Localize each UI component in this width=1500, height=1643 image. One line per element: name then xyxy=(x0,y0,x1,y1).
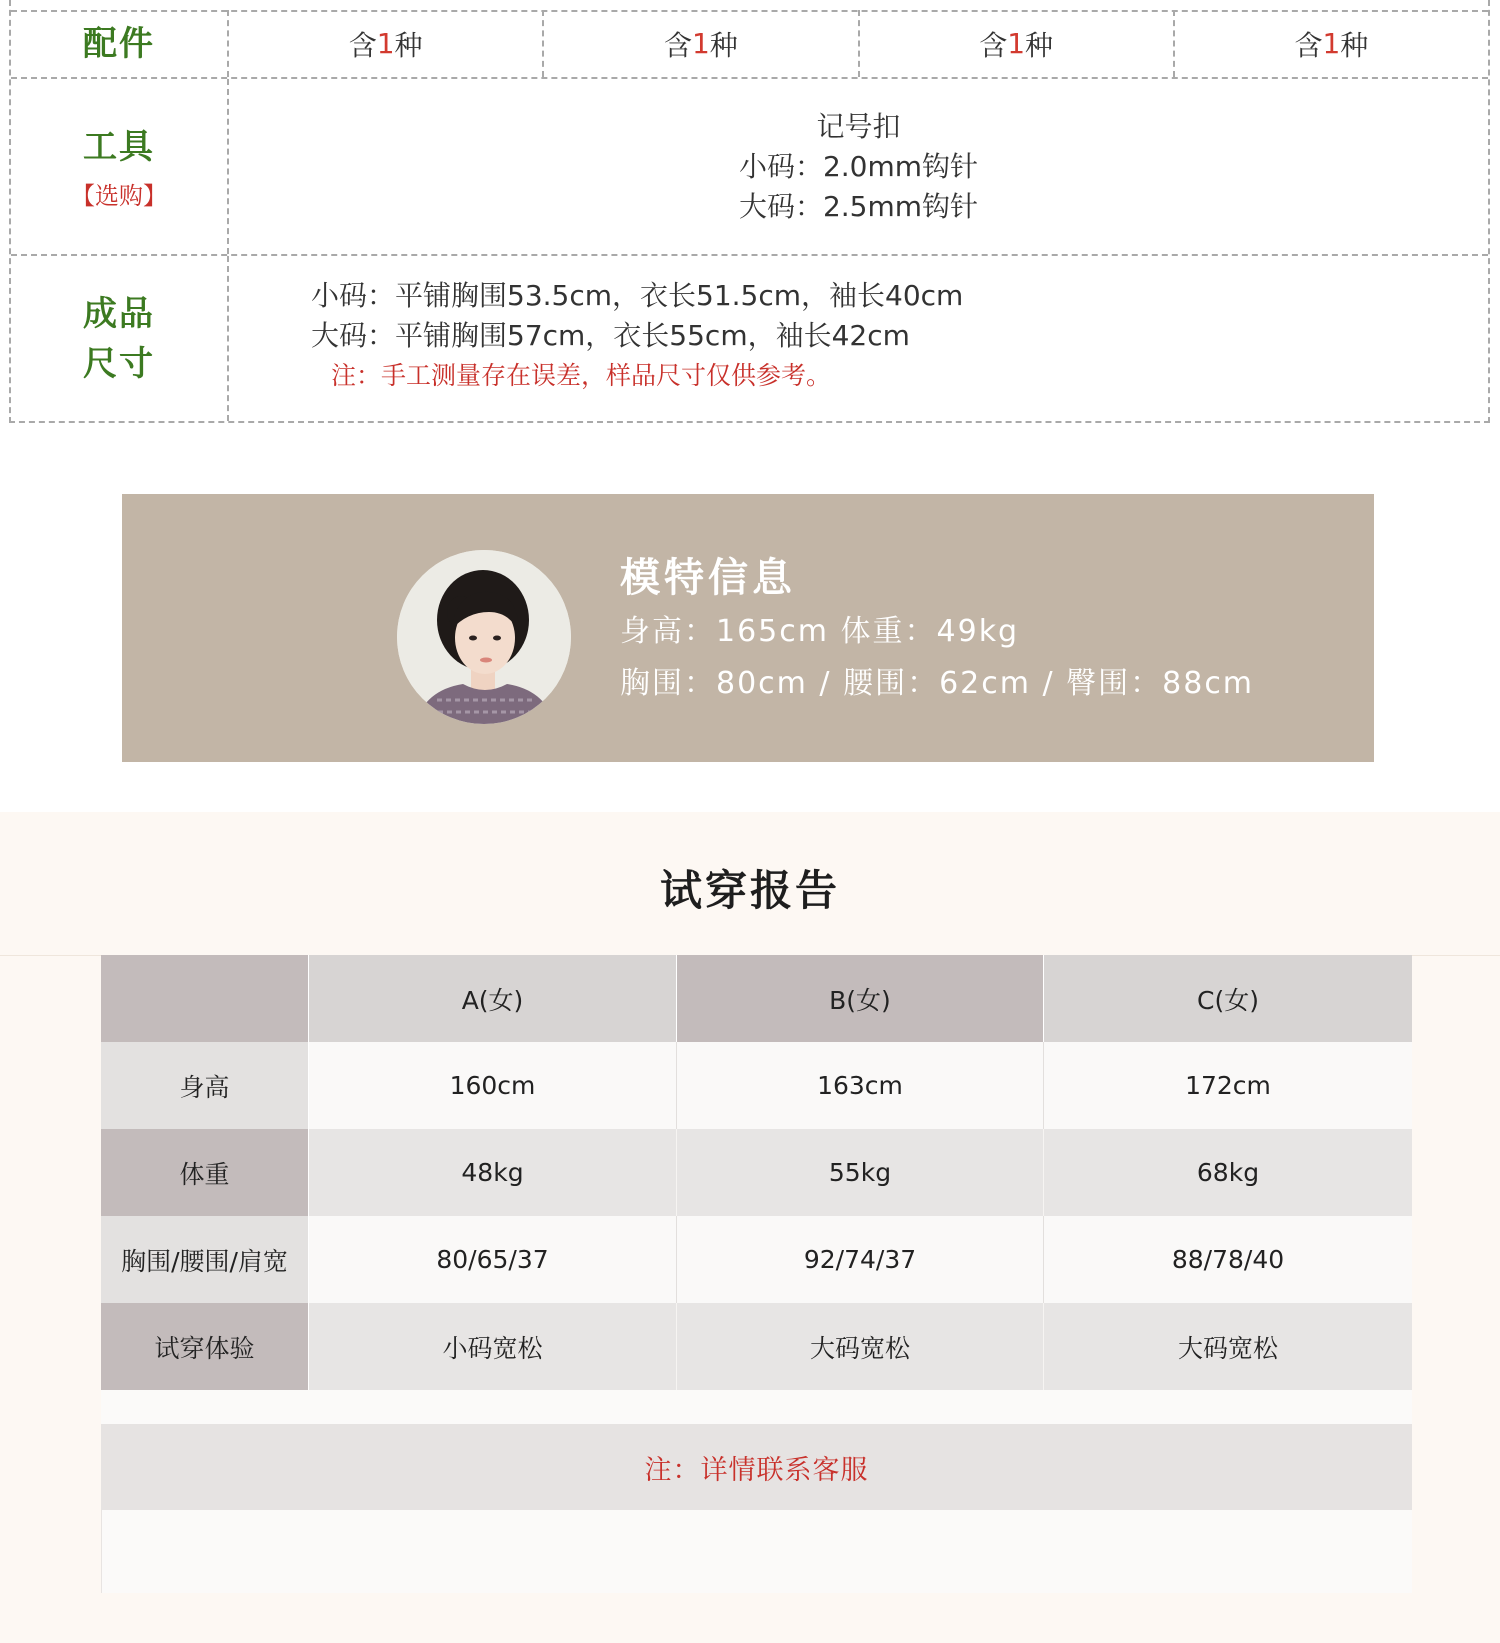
size-large: 大码：平铺胸围57cm，衣长55cm，袖长42cm xyxy=(311,319,910,352)
model-portrait-icon xyxy=(397,550,571,724)
table-row xyxy=(101,1042,1412,1129)
header-cell-b: B(女) xyxy=(677,955,1044,1042)
size-label-cell xyxy=(11,256,229,421)
table-cell: 163cm xyxy=(677,1042,1044,1129)
row-label: 身高 xyxy=(101,1042,309,1129)
size-note: 注：手工测量存在误差，样品尺寸仅供参考。 xyxy=(331,361,832,390)
table-cell: 160cm xyxy=(309,1042,677,1129)
accessory-cell xyxy=(229,10,544,77)
accessory-count: 1 xyxy=(691,27,710,60)
accessory-cell xyxy=(1175,10,1488,77)
table-cell: 小码宽松 xyxy=(309,1303,677,1390)
accessories-label-cell xyxy=(11,10,229,77)
table-cell: 大码宽松 xyxy=(1044,1303,1412,1390)
accessories-row xyxy=(11,10,1488,79)
table-cell: 172cm xyxy=(1044,1042,1412,1129)
row-label: 体重 xyxy=(101,1129,309,1216)
tools-optional-label: 【选购】 xyxy=(71,182,167,210)
finished-size-row xyxy=(11,256,1488,421)
tools-row xyxy=(11,79,1488,256)
model-height-weight: 身高：165cm 体重：49kg xyxy=(620,614,1020,649)
accessory-text: 种 xyxy=(1025,28,1054,62)
trial-report-section xyxy=(0,812,1500,1643)
size-label-line1: 成品 xyxy=(83,293,155,334)
table-row xyxy=(101,1216,1412,1303)
accessory-text: 种 xyxy=(1340,28,1369,62)
trial-report-table xyxy=(101,955,1412,1593)
model-info-banner xyxy=(122,494,1374,762)
size-small: 小码：平铺胸围53.5cm，衣长51.5cm，袖长40cm xyxy=(311,279,964,312)
header-cell-a: A(女) xyxy=(309,955,677,1042)
model-info-text xyxy=(620,550,1254,710)
size-label-line2: 尺寸 xyxy=(83,343,155,384)
row-label: 胸围/腰围/肩宽 xyxy=(101,1216,309,1303)
accessory-count: 1 xyxy=(1007,27,1026,60)
accessories-cells xyxy=(229,10,1488,77)
trial-note: 注：详情联系客服 xyxy=(101,1424,1412,1510)
table-cell: 大码宽松 xyxy=(677,1303,1044,1390)
table-cell: 68kg xyxy=(1044,1129,1412,1216)
accessory-text: 含 xyxy=(663,28,692,62)
table-header-row xyxy=(101,955,1412,1042)
accessory-text: 种 xyxy=(394,28,423,62)
accessory-text: 种 xyxy=(709,28,738,62)
accessory-text: 含 xyxy=(1294,28,1323,62)
tools-label-cell xyxy=(11,79,229,254)
table-row xyxy=(101,1303,1412,1390)
table-cell: 80/65/37 xyxy=(309,1216,677,1303)
tools-content xyxy=(229,79,1488,254)
trial-report-title: 试穿报告 xyxy=(659,866,840,915)
header-cell-empty xyxy=(101,955,309,1042)
tools-label: 工具 xyxy=(83,127,155,167)
accessory-count: 1 xyxy=(376,27,395,60)
spec-table xyxy=(9,0,1490,423)
accessory-text: 含 xyxy=(348,28,377,62)
accessory-count: 1 xyxy=(1322,27,1341,60)
table-cell: 88/78/40 xyxy=(1044,1216,1412,1303)
table-footer-space xyxy=(101,1510,1412,1593)
model-measurements: 胸围：80cm / 腰围：62cm / 臀围：88cm xyxy=(620,666,1255,701)
header-cell-c: C(女) xyxy=(1044,955,1412,1042)
model-info-title: 模特信息 xyxy=(620,555,796,601)
accessory-text: 含 xyxy=(979,28,1008,62)
tool-line-large-hook: 大码：2.5mm钩针 xyxy=(738,189,979,223)
tool-line-marker: 记号扣 xyxy=(816,109,901,143)
table-cell: 55kg xyxy=(677,1129,1044,1216)
row-label: 试穿体验 xyxy=(101,1303,309,1390)
table-row xyxy=(101,1129,1412,1216)
accessory-cell xyxy=(860,10,1175,77)
size-content xyxy=(311,276,963,396)
table-cell: 48kg xyxy=(309,1129,677,1216)
table-cell: 92/74/37 xyxy=(677,1216,1044,1303)
accessory-cell xyxy=(544,10,859,77)
model-avatar xyxy=(397,550,571,724)
tool-line-small-hook: 小码：2.0mm钩针 xyxy=(738,149,979,183)
accessories-label: 配件 xyxy=(83,23,155,64)
table-spacer xyxy=(101,1390,1412,1424)
